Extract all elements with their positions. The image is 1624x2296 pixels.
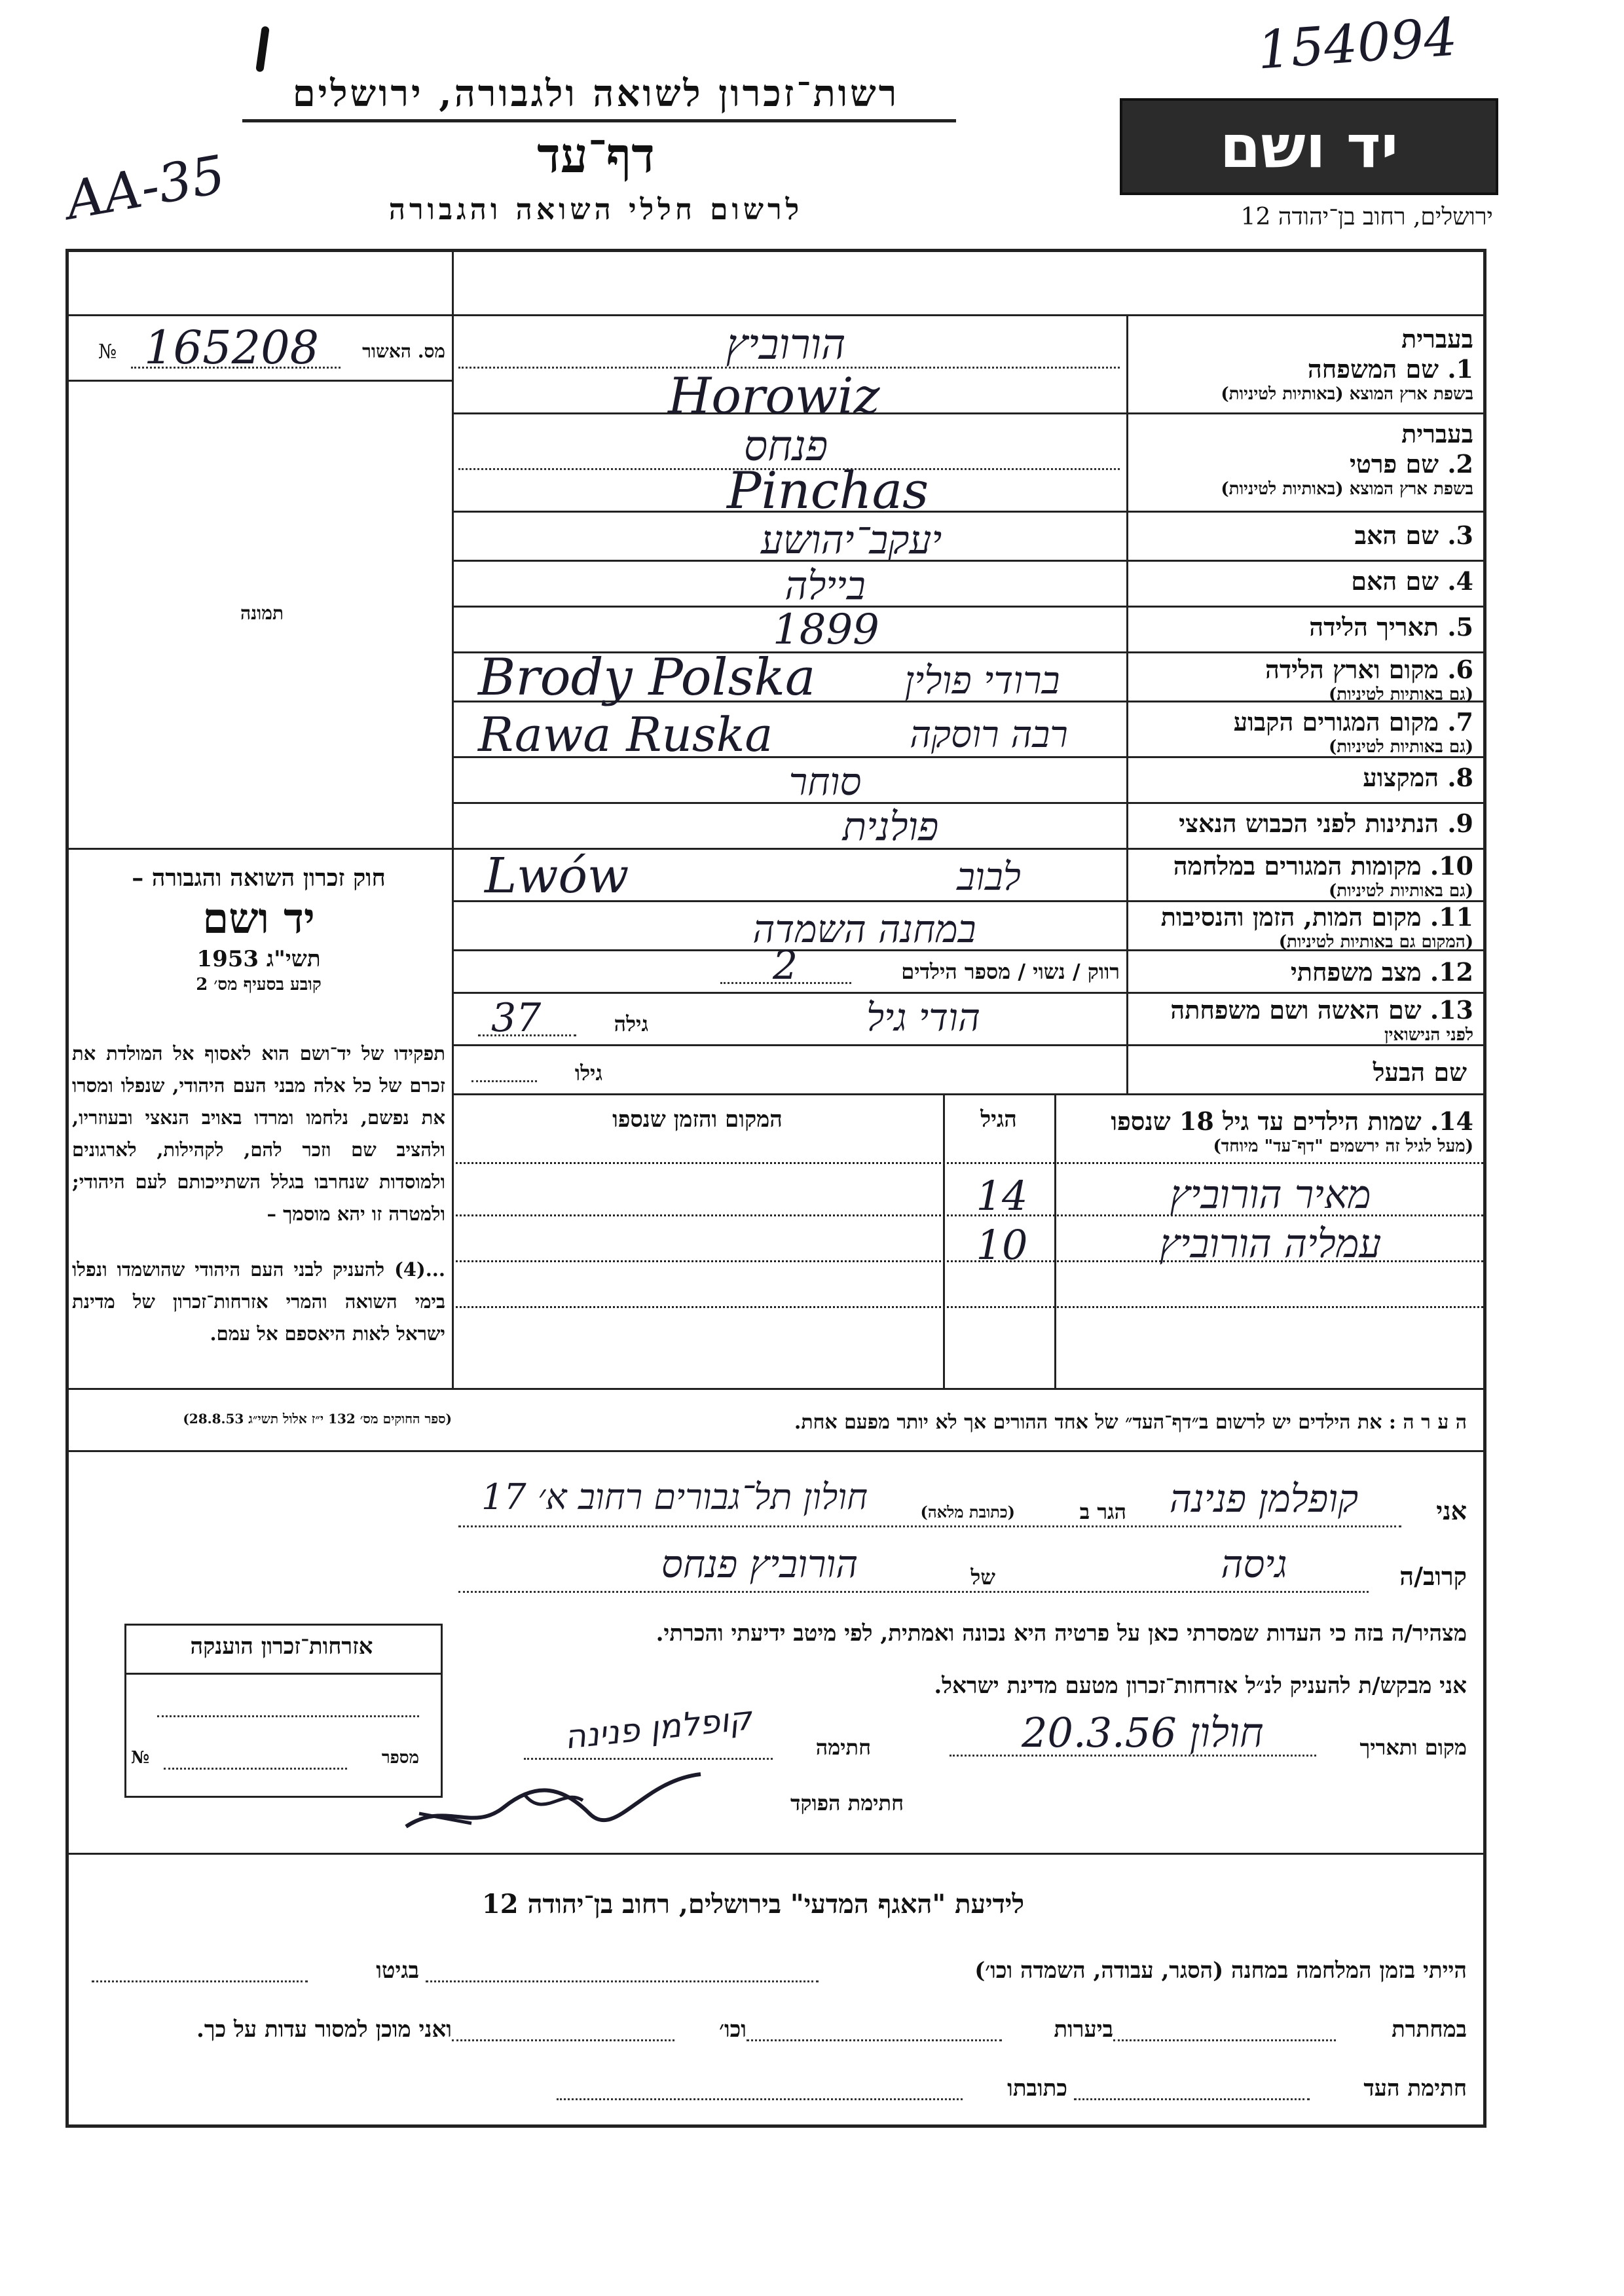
wartime-residence-hebrew: לבוב — [957, 854, 1021, 899]
field-permanent-residence — [1133, 707, 1473, 757]
wife-age-value: 37 — [491, 995, 542, 1041]
field-profession — [1133, 763, 1473, 793]
officer-signature-label: חתימת הפוקד — [790, 1791, 904, 1815]
children-table-header — [1061, 1106, 1473, 1156]
field-sub-label: (גם באותיות לטיניות) — [1328, 737, 1473, 757]
children-table-subtitle: (מעל לגיל זה ירשמים "דף־עד" מיוחד) — [1213, 1137, 1473, 1156]
footer-witness-signature-label: חתימת העד — [1363, 2075, 1467, 2102]
approval-prefix: № — [98, 340, 117, 363]
children-col-place: המקום והזמן שנספו — [612, 1106, 783, 1133]
field-father-name — [1133, 520, 1473, 551]
child-age: 10 — [976, 1221, 1028, 1269]
footer-camp-label: הייתי בזמן המלחמה במחנה (הסגר, עבודה, השמדה וכו׳) — [974, 1958, 1467, 1984]
field-number: 14. — [1430, 1106, 1473, 1136]
place-date-value: 20.3.56 חולון — [1022, 1709, 1264, 1757]
field-number: 7. — [1447, 707, 1473, 737]
field-first-name — [1133, 419, 1473, 499]
footer-underground-label: במחתרת — [1392, 2016, 1467, 2043]
nationality-value: פולנית — [842, 804, 939, 850]
field-label: המקצוע — [1363, 763, 1439, 792]
field-label: מקום המות, הזמן והנסיבות — [1160, 902, 1422, 932]
footer-address-label: כתובתו — [1007, 2075, 1067, 2102]
declarant-relative-label: קרוב/ה — [1399, 1561, 1467, 1591]
yad-vashem-logo — [1120, 98, 1498, 195]
field-sub-label: לפני הנישואין — [1384, 1025, 1473, 1045]
declarant-resident-label: הגר ב — [1079, 1499, 1126, 1524]
mother-name-value: ביילה — [784, 563, 866, 609]
form-subtitle: לרשום חללי השואה והגבורה — [388, 193, 803, 227]
declarant-of-label: של — [970, 1565, 995, 1590]
field-number: 11. — [1430, 902, 1473, 932]
field-label: שם המשפחה — [1307, 354, 1439, 384]
field-number: 3. — [1447, 520, 1473, 550]
tick-mark — [255, 26, 270, 73]
address: ירושלים, רחוב בן־יהודה 12 — [1240, 204, 1493, 230]
children-note: ה ע ר ה : את הילדים יש לרשום ב״דף־העד״ של אחד ההורים אך לא יותר מפעם אחת. — [794, 1411, 1467, 1434]
field-family-name — [1133, 324, 1473, 404]
field-label: שם האשה ושם משפחתה — [1170, 995, 1422, 1025]
field-number: 1. — [1447, 354, 1473, 384]
first-name-hebrew: פנחס — [743, 422, 828, 471]
law-yad-vashem: יד ושם — [202, 894, 315, 943]
birth-place-hebrew: ברודי פולין — [904, 658, 1060, 702]
law-paragraph-2: ...(4) להעניק לבני העם היהודי שהושמדו ונפלו בימי השואה והמרי אזרחות־זכרון של מדינת ישראל לאות היאספם אל עמם. — [72, 1258, 445, 1345]
footer-title: לידיעת "האגף המדעי" בירושלים, רחוב בן־יהודה 12 — [481, 1889, 1025, 1920]
photo-label: תמונה — [240, 602, 284, 624]
field-label: הנתינות לפני הכבוש הנאצי — [1179, 809, 1439, 838]
approval-number: 165208 — [144, 321, 320, 374]
husband-name-label: שם הבעל — [1373, 1057, 1467, 1087]
law-box — [72, 864, 445, 994]
declarant-address: חולון תל־גבורים רחוב א׳ 17 — [481, 1476, 868, 1518]
field-label: מקומות המגורים במלחמה — [1173, 851, 1422, 881]
field-number: 10. — [1430, 851, 1473, 881]
field-mother-name — [1133, 566, 1473, 596]
field-label: שם האב — [1354, 520, 1439, 550]
citizenship-request: אני מבקש/ת להעניק לנ״ל אזרחות־זכרון מטעם מדינת ישראל. — [934, 1673, 1467, 1699]
citizenship-number-label: מספר — [381, 1748, 419, 1768]
family-name-hebrew: הורוביץ — [726, 321, 846, 369]
field-number: 6. — [1447, 655, 1473, 684]
field-birth-date — [1133, 612, 1473, 642]
child-age: 14 — [976, 1172, 1028, 1220]
field-nationality — [1133, 809, 1473, 839]
field-wife-name — [1133, 995, 1473, 1045]
birth-place-latin: Brody Polska — [478, 648, 816, 707]
stamp-number: 154094 — [1255, 6, 1460, 81]
institution-name: רשות־זכרון לשואה ולגבורה, ירושלים — [292, 72, 900, 115]
husband-age-label: גילו — [574, 1061, 602, 1085]
field-label: שם פרטי — [1349, 449, 1439, 479]
law-clause: קובע בסעיף מס׳ 2 — [196, 975, 322, 994]
field-wartime-residence — [1133, 851, 1473, 901]
form-title: דף־עד — [537, 128, 655, 184]
children-table-title: שמות הילדים עד גיל 18 שנספו — [1111, 1106, 1422, 1136]
family-name-latin: Horowiz — [668, 367, 880, 425]
declarant-relation: גיסה — [1221, 1542, 1287, 1586]
field-sub-label: בשפת ארץ המוצא (באותיות לטיניות) — [1221, 479, 1473, 499]
field-sub-label: (גם באותיות לטיניות) — [1328, 881, 1473, 901]
declarant-signature: קופלמן פנינה — [563, 1699, 754, 1757]
child-name: עמליה הורוביץ — [1159, 1221, 1382, 1267]
death-place-value: במחנה השמדה — [752, 907, 976, 951]
declarant-relative-of: הורוביץ פנחס — [661, 1542, 858, 1586]
field-number: 4. — [1447, 566, 1473, 596]
field-birth-place — [1133, 655, 1473, 704]
field-marital-status — [1133, 957, 1473, 987]
left-column-divider — [452, 249, 454, 1388]
law-citation: (ספר החוקים מס׳ 132 י״ז אלול תשי״ג 28.8.53) — [183, 1411, 452, 1427]
field-number: 12. — [1430, 957, 1473, 987]
logo-text: יד ושם — [1219, 112, 1399, 181]
field-sub-label: (המקום גם באותיות לטיניות) — [1278, 932, 1473, 952]
declaration-text: מצהיר/ה בזה כי העדות שמסרתי כאן על פרטיה היא נכונה ואמתית, לפי מיטב ידיעתי והכרתי. — [655, 1620, 1467, 1647]
field-sub-label: (גם באותיות לטיניות) — [1328, 685, 1473, 704]
field-number: 8. — [1447, 763, 1473, 792]
declarant-name: קופלמן פנינה — [1169, 1476, 1359, 1521]
law-year: תשי"ג 1953 — [196, 946, 321, 972]
field-sub-label: בשפת ארץ המוצא (באותיות לטיניות) — [1221, 384, 1473, 404]
residence-latin: Rawa Ruska — [478, 707, 773, 762]
field-number: 9. — [1447, 809, 1473, 838]
signature-label: חתימה — [815, 1735, 871, 1760]
declarant-address-label: (כתובת מלאה) — [920, 1503, 1015, 1522]
footer-ghetto-label: בגיטו — [376, 1958, 419, 1984]
law-paragraph-1: תפקידו של יד־ושם הוא לאסוף אל המולדת את זכרם של כל אלה מבני העם היהודי, שנפלו ומסרו את נפשם, נלחמו ומרדו באויב הנאצי ובעוזריו, ולהציב שם וזכר להם, לקהילות, לארגונים ולמוסדות שנחרבו בגלל השתייכותם לעם היהודי; ולמטרה זו יהא מוסמך – — [72, 1042, 445, 1225]
wife-age-label: גילה — [614, 1011, 648, 1036]
field-label: מקום המגורים הקבוע — [1233, 707, 1439, 737]
field-number: 2. — [1447, 449, 1473, 479]
field-number: 5. — [1447, 612, 1473, 642]
field-death-place — [1133, 902, 1473, 952]
footer-forests-label: ביערות — [1054, 2016, 1113, 2043]
field-label: שם האם — [1351, 566, 1439, 596]
footer-testify-label: ואני מוכן למסור עדות על כך. — [196, 2016, 452, 2043]
wartime-residence-latin: Lwów — [485, 848, 629, 904]
field-label: מקום וארץ הלידה — [1265, 655, 1439, 684]
archive-mark: AA-35 — [61, 143, 230, 232]
law-title: חוק זכרון השואה והגבורה – — [132, 864, 386, 892]
field-label: מצב משפחתי — [1290, 957, 1422, 987]
children-count: 2 — [773, 943, 798, 989]
child-name: מאיר הורוביץ — [1170, 1172, 1371, 1218]
footer-etc-label: וכו׳ — [719, 2016, 747, 2043]
field-label: תאריך הלידה — [1309, 612, 1439, 642]
residence-hebrew: רבה רוסקה — [910, 714, 1068, 756]
lang-label-hebrew: בעברית — [1401, 419, 1473, 448]
wife-name-value: הודי גיל — [866, 995, 980, 1040]
field-number: 13. — [1430, 995, 1473, 1025]
citizenship-number-prefix: № — [131, 1748, 150, 1768]
approval-label: מס. האשור — [362, 340, 445, 362]
children-col-age: הגיל — [980, 1106, 1017, 1133]
father-name-value: יעקב־יהושע — [760, 517, 942, 563]
first-name-latin: Pinchas — [727, 462, 929, 520]
lang-label-hebrew: בעברית — [1401, 324, 1473, 354]
birth-date-value: 1899 — [773, 606, 879, 654]
marital-status-options: רווק / נשוי / מספר הילדים — [901, 959, 1120, 984]
citizenship-box-title: אזרחות־זכרון הוענקה — [190, 1633, 373, 1660]
declarant-ani-label: אני — [1436, 1496, 1467, 1525]
profession-value: סוחר — [788, 759, 862, 804]
place-date-label: מקום ותאריך — [1359, 1735, 1467, 1760]
